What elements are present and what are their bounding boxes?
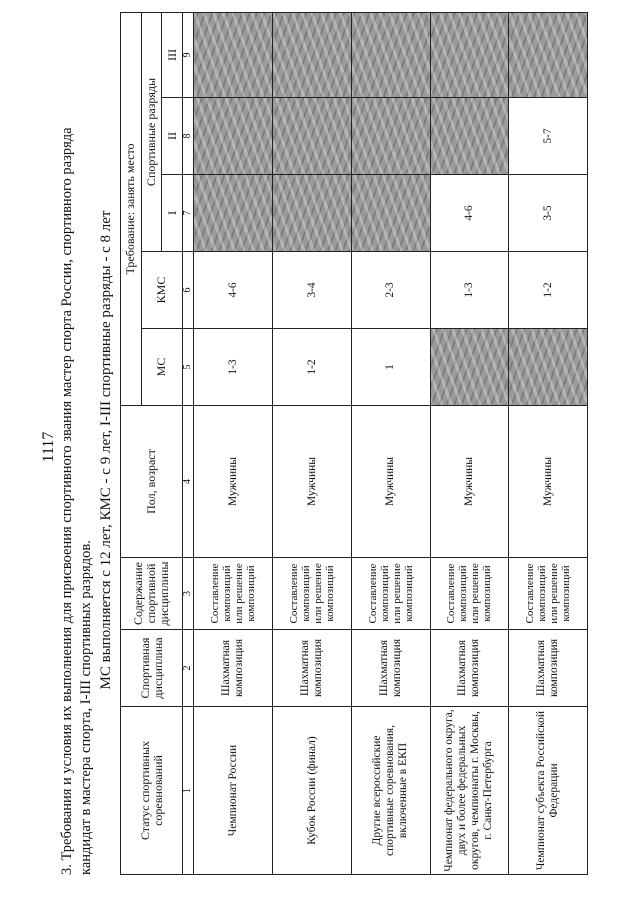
header-rank-3: III [162, 12, 183, 97]
header-discipline: Спортивная дисциплина [121, 630, 183, 707]
row-rank-2: 5-7 [509, 98, 588, 175]
row-status: Чемпионат России [194, 707, 273, 875]
row-rank-3 [430, 12, 509, 97]
requirements-table [120, 12, 588, 875]
row-status: Кубок России (финал) [273, 707, 352, 875]
row-discipline: Шахматная композиция [351, 630, 430, 707]
row-sex: Мужчины [351, 406, 430, 558]
row-discipline: Шахматная композиция [273, 630, 352, 707]
row-content: Составление композиций или решение композиций [194, 558, 273, 630]
row-kms: 1-3 [430, 252, 509, 329]
table-row [430, 12, 509, 874]
header-content: Содержание спортивной дисциплины [121, 558, 183, 630]
row-sex: Мужчины [430, 406, 509, 558]
age-requirement-note: МС выполняется с 12 лет, КМС - с 9 лет, I-III спортивные разряды - с 8 лет [98, 210, 114, 690]
table-row [351, 12, 430, 874]
column-number: 8 [183, 98, 194, 175]
row-ms [430, 329, 509, 406]
row-kms: 1-2 [509, 252, 588, 329]
table-row [509, 12, 588, 874]
column-number-row [183, 12, 194, 874]
row-discipline: Шахматная композиция [430, 630, 509, 707]
row-rank-3 [194, 12, 273, 97]
row-kms: 4-6 [194, 252, 273, 329]
row-status: Другие всероссийские спортивные соревнования, включенные в ЕКП [351, 707, 430, 875]
header-kms: КМС [141, 252, 182, 329]
header-rank-2: II [162, 98, 183, 175]
row-content: Составление композиций или решение композиций [509, 558, 588, 630]
row-ms: 1-2 [273, 329, 352, 406]
heading-line-2: кандидат в мастера спорта, I-III спортивных разрядов. [78, 540, 94, 875]
table-row [273, 12, 352, 874]
row-status: Чемпионат субъекта Российской Федерации [509, 707, 588, 875]
row-sex: Мужчины [194, 406, 273, 558]
row-discipline: Шахматная композиция [194, 630, 273, 707]
row-rank-3 [351, 12, 430, 97]
header-rank-1: I [162, 175, 183, 252]
column-number: 5 [183, 329, 194, 406]
row-rank-2 [351, 98, 430, 175]
row-rank-1 [273, 175, 352, 252]
header-sex-age: Пол, возраст [121, 406, 183, 558]
row-discipline: Шахматная композиция [509, 630, 588, 707]
column-number: 4 [183, 406, 194, 558]
header-requirement: Требование: занять место [121, 12, 142, 405]
row-kms: 2-3 [351, 252, 430, 329]
header-ms: МС [141, 329, 182, 406]
column-number: 2 [183, 630, 194, 707]
table-row [194, 12, 273, 874]
row-sex: Мужчины [509, 406, 588, 558]
header-status: Статус спортивных соревнований [121, 707, 183, 875]
row-sex: Мужчины [273, 406, 352, 558]
column-number: 9 [183, 12, 194, 97]
section-heading [58, 25, 116, 875]
row-rank-1 [194, 175, 273, 252]
row-rank-1: 3-5 [509, 175, 588, 252]
row-ms [509, 329, 588, 406]
row-rank-3 [273, 12, 352, 97]
row-kms: 3-4 [273, 252, 352, 329]
header-sport-ranks: Спортивные разряды [141, 12, 162, 251]
row-rank-3 [509, 12, 588, 97]
row-content: Составление композиций или решение композиций [430, 558, 509, 630]
row-rank-1: 4-6 [430, 175, 509, 252]
row-ms: 1 [351, 329, 430, 406]
row-rank-1 [351, 175, 430, 252]
page-number: 1117 [40, 431, 57, 463]
row-ms: 1-3 [194, 329, 273, 406]
column-number: 1 [183, 707, 194, 875]
heading-line-1: 3. Требования и условия их выполнения для присвоения спортивного звания мастер спорта России, спортивного разряда [59, 127, 75, 875]
column-number: 6 [183, 252, 194, 329]
row-content: Составление композиций или решение композиций [273, 558, 352, 630]
row-rank-2 [273, 98, 352, 175]
column-number: 7 [183, 175, 194, 252]
row-content: Составление композиций или решение композиций [351, 558, 430, 630]
row-status: Чемпионат федерального округа, двух и более федеральных округов, чемпионаты г. Москвы, г. Санкт-Петербурга [430, 707, 509, 875]
row-rank-2 [194, 98, 273, 175]
row-rank-2 [430, 98, 509, 175]
column-number: 3 [183, 558, 194, 630]
